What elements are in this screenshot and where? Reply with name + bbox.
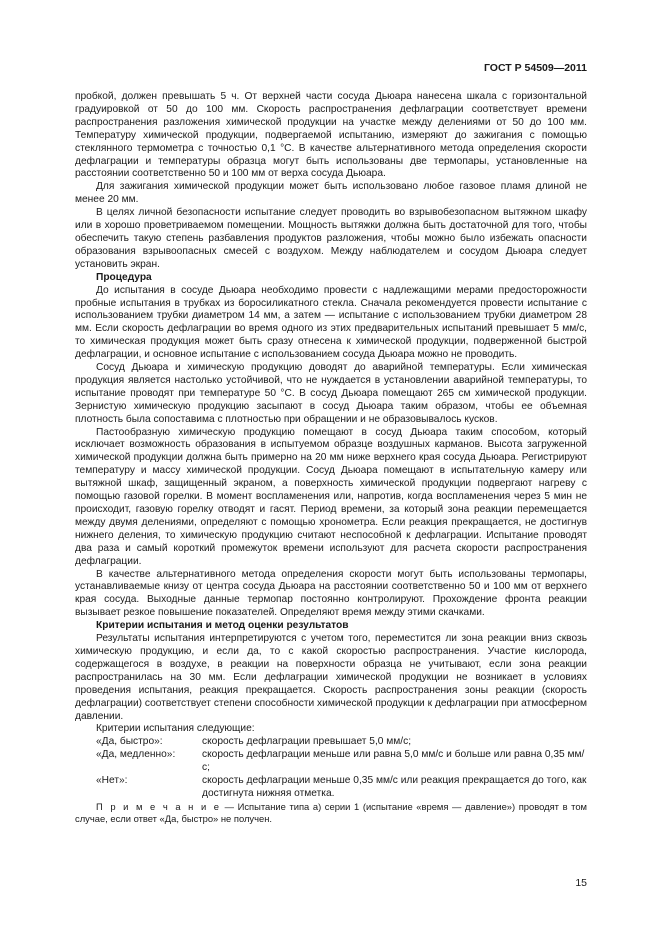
document-body — [75, 91, 587, 826]
paragraph: В качестве альтернативного метода определения скорости могут быть использованы термопары, устанавливаемые книзу от центра сосуда Дьюара на расстоянии соответственно 50 и 100 мм от верхнего края сосуда. Выходные данные термопар постоянно контролируют. Прохождение фронта реакции вызывает резкое повышение показателей. Определяют время между этими скачками. — [75, 568, 587, 619]
criteria-item-slow — [75, 749, 587, 775]
criteria-text: скорость дефлаграции меньше 0,35 мм/с или реакция прекращается до того, как достигнута нижняя отметка. — [202, 775, 587, 799]
page-number: 15 — [575, 877, 587, 889]
paragraph: Для зажигания химической продукции может быть использовано любое газовое пламя длиной не менее 20 мм. — [75, 181, 587, 206]
criteria-text: скорость дефлаграции меньше или равна 5,0 мм/с и больше или равна 0,35 мм/с; — [202, 749, 585, 774]
criteria-item-fast — [75, 736, 587, 749]
paragraph: До испытания в сосуде Дьюара необходимо провести с надлежащими мерами предосторожности пробные испытания в трубках из боросиликатного стекла. Сначала рекомендуется провести испытание с использованием трубки диаметром 14 мм, а затем — испытание с использованием трубки диаметром 28 мм. Если скорость дефлаграции во время одного из этих предварительных испытаний превышает 5 мм/с, то химическая продукция может быть сразу отнесена к химической продукции, подверженной быстрой дефлаграции, и основное испытание с использованием сосуда Дьюара можно не проводить. — [75, 284, 587, 361]
section-heading-procedure: Процедура — [96, 271, 152, 283]
paragraph: Результаты испытания интерпретируются с учетом того, переместится ли зона реакции вниз сквозь химическую продукцию, и если да, то с какой скоростью распространения. Участие кислорода, содержащегося в воздухе, в реакции на поверхности образца не учитывают, если зона реакции распространилась на 30 мм. Если дефлаграции химической продукции не возникает в условиях проведения испытания, реакция прекращается. Скорость распространения зоны реакции (скорость дефлаграции) соответствует степени способности химической продукции к дефлаграции при атмосферном давлении. — [75, 633, 587, 722]
paragraph: Пастообразную химическую продукцию помещают в сосуд Дьюара таким способом, который исключает возможность образования в испытуемом образце воздушных карманов. Высота загруженной химической продукции должна быть примерно на 20 мм ниже верхнего края сосуда Дьюара. Регистрируют температуру и массу химической продукции. Сосуд Дьюара помещают в испытательную камеру или вытяжной шкаф, защищенный экраном, а поверхность химической продукции подвергают нагреву с помощью газовой горелки. В момент воспламенения или, напротив, когда воспламенения через 5 мин не происходит, газовую горелку отводят и гасят. Период времени, за который зона реакции перемещается между двумя делениями, определяют с помощью хронометра. Если реакция прекращается, не достигнув нижнего деления, то химическую продукцию считают неспособной к дефлаграции. Испытание проводят два раза и самый короткий промежуток времени используют для расчета скорости распространения дефлаграции. — [75, 426, 587, 567]
section-heading-criteria: Критерии испытания и метод оценки результатов — [96, 620, 349, 632]
paragraph: В целях личной безопасности испытание следует проводить во взрывобезопасном вытяжном шкафу или в хорошо проветриваемом помещении. Мощность вытяжки должна быть достаточной для того, чтобы обеспечить такую степень разбавления продуктов разложения, чтобы можно было избежать опасности образования взрывоопасных смесей с воздухом. Между наблюдателем и сосудом Дьюара следует установить экран. — [75, 207, 587, 270]
criteria-label: «Да, медленно»: — [96, 749, 176, 761]
criteria-label: «Нет»: — [96, 775, 128, 787]
paragraph: Сосуд Дьюара и химическую продукцию доводят до аварийной температуры. Если химическая продукция является настолько устойчивой, что не нуждается в установлении аварийной температуры, то испытание проводят при температуре 50 °С. В сосуд Дьюара помещают 265 см химической продукции. Зернистую химическую продукцию засыпают в сосуд Дьюара таким образом, чтобы ее объемная плотность была сопоставима с плотностью при обращении и не образовывалось кусков. — [75, 362, 587, 425]
note-label: П р и м е ч а н и е — [96, 800, 221, 812]
criteria-text: скорость дефлаграции превышает 5,0 мм/с; — [202, 736, 412, 748]
note — [75, 801, 587, 826]
document-header: ГОСТ Р 54509—2011 — [483, 62, 587, 74]
criteria-intro: Критерии испытания следующие: — [96, 723, 255, 735]
criteria-label: «Да, быстро»: — [96, 736, 163, 748]
criteria-item-no — [75, 775, 587, 801]
paragraph: пробкой, должен превышать 5 ч. От верхней части сосуда Дьюара нанесена шкала с горизонтальной градуировкой от 50 до 100 мм. Скорость распространения дефлаграции соответствует времени распространения разложения химической продукции на участке между делениями от 50 до 100 мм. Температуру химической продукции, подвергаемой испытанию, измеряют до зажигания с помощью стеклянного термометра с точностью 0,1 °С. В качестве альтернативного метода определения скорости дефлаграции и температуры образца могут быть использованы две термопары, установленные на расстоянии соответственно 50 и 100 мм от верха сосуда Дьюара. — [75, 91, 587, 180]
note-text: — Испытание типа а) серии 1 (испытание «время — давление») проводят в том случае, если ответ «Да, быстро» не получен. — [75, 800, 587, 825]
